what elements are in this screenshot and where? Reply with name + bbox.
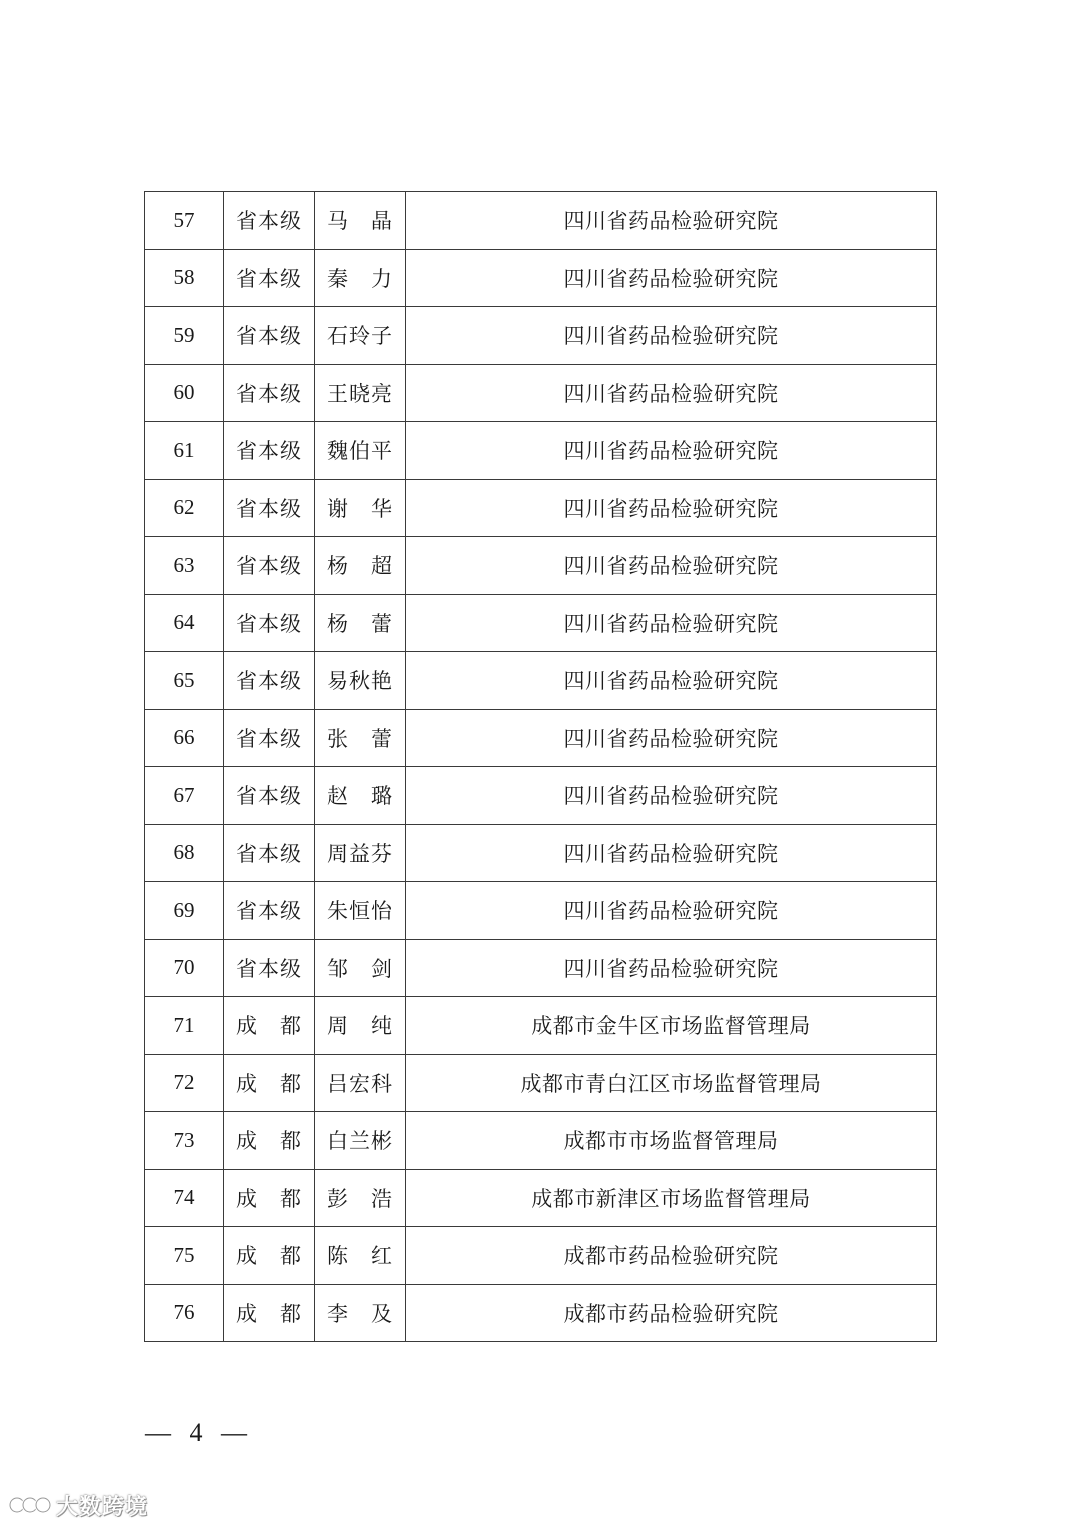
region-cell: 成 都: [224, 1169, 315, 1227]
region-cell: 成 都: [224, 1112, 315, 1170]
row-number-cell: 64: [145, 594, 224, 652]
table-row: [145, 824, 937, 882]
name-cell: 杨 超: [315, 537, 406, 595]
unit-cell: 四川省药品检验研究院: [406, 939, 937, 997]
region-cell: 成 都: [224, 1284, 315, 1342]
unit-cell: 四川省药品检验研究院: [406, 479, 937, 537]
name-cell: 易秋艳: [315, 652, 406, 710]
row-number-cell: 57: [145, 192, 224, 250]
name-cell: 张 蕾: [315, 709, 406, 767]
row-number-cell: 68: [145, 824, 224, 882]
name-cell: 吕宏科: [315, 1054, 406, 1112]
unit-cell: 四川省药品检验研究院: [406, 767, 937, 825]
name-cell: 周益芬: [315, 824, 406, 882]
name-cell: 李 及: [315, 1284, 406, 1342]
row-number-cell: 66: [145, 709, 224, 767]
table-row: [145, 882, 937, 940]
name-cell: 赵 璐: [315, 767, 406, 825]
page-number: — 4 —: [145, 1418, 253, 1447]
region-cell: 省本级: [224, 307, 315, 365]
table-row: [145, 709, 937, 767]
unit-cell: 四川省药品检验研究院: [406, 594, 937, 652]
region-cell: 省本级: [224, 939, 315, 997]
row-number-cell: 60: [145, 364, 224, 422]
name-cell: 魏伯平: [315, 422, 406, 480]
name-cell: 周 纯: [315, 997, 406, 1055]
unit-cell: 四川省药品检验研究院: [406, 249, 937, 307]
row-number-cell: 62: [145, 479, 224, 537]
roster-table-body: [145, 192, 937, 1342]
table-row: [145, 307, 937, 365]
row-number-cell: 72: [145, 1054, 224, 1112]
region-cell: 省本级: [224, 767, 315, 825]
row-number-cell: 69: [145, 882, 224, 940]
region-cell: 省本级: [224, 479, 315, 537]
unit-cell: 四川省药品检验研究院: [406, 652, 937, 710]
unit-cell: 四川省药品检验研究院: [406, 824, 937, 882]
unit-cell: 成都市药品检验研究院: [406, 1227, 937, 1285]
row-number-cell: 76: [145, 1284, 224, 1342]
unit-cell: 四川省药品检验研究院: [406, 192, 937, 250]
name-cell: 王晓亮: [315, 364, 406, 422]
table-row: [145, 1227, 937, 1285]
unit-cell: 成都市金牛区市场监督管理局: [406, 997, 937, 1055]
region-cell: 省本级: [224, 882, 315, 940]
unit-cell: 四川省药品检验研究院: [406, 709, 937, 767]
unit-cell: 四川省药品检验研究院: [406, 537, 937, 595]
row-number-cell: 58: [145, 249, 224, 307]
table-row: [145, 1169, 937, 1227]
name-cell: 杨 蕾: [315, 594, 406, 652]
row-number-cell: 65: [145, 652, 224, 710]
name-cell: 白兰彬: [315, 1112, 406, 1170]
row-number-cell: 70: [145, 939, 224, 997]
row-number-cell: 71: [145, 997, 224, 1055]
watermark-logo-icon: [8, 1492, 52, 1518]
table-row: [145, 479, 937, 537]
name-cell: 石玲子: [315, 307, 406, 365]
unit-cell: 成都市新津区市场监督管理局: [406, 1169, 937, 1227]
table-row: [145, 1284, 937, 1342]
region-cell: 省本级: [224, 652, 315, 710]
row-number-cell: 63: [145, 537, 224, 595]
region-cell: 省本级: [224, 422, 315, 480]
table-row: [145, 537, 937, 595]
row-number-cell: 67: [145, 767, 224, 825]
table-row: [145, 594, 937, 652]
table-row: [145, 939, 937, 997]
table-row: [145, 997, 937, 1055]
unit-cell: 四川省药品检验研究院: [406, 307, 937, 365]
region-cell: 省本级: [224, 594, 315, 652]
region-cell: 省本级: [224, 709, 315, 767]
region-cell: 省本级: [224, 824, 315, 882]
watermark: [8, 1490, 148, 1520]
region-cell: 成 都: [224, 997, 315, 1055]
unit-cell: 四川省药品检验研究院: [406, 364, 937, 422]
roster-table: [144, 191, 937, 1342]
name-cell: 朱恒怡: [315, 882, 406, 940]
table-row: [145, 1112, 937, 1170]
unit-cell: 成都市市场监督管理局: [406, 1112, 937, 1170]
row-number-cell: 75: [145, 1227, 224, 1285]
region-cell: 成 都: [224, 1054, 315, 1112]
row-number-cell: 61: [145, 422, 224, 480]
unit-cell: 成都市青白江区市场监督管理局: [406, 1054, 937, 1112]
table-row: [145, 364, 937, 422]
name-cell: 彭 浩: [315, 1169, 406, 1227]
name-cell: 秦 力: [315, 249, 406, 307]
table-row: [145, 1054, 937, 1112]
region-cell: 省本级: [224, 364, 315, 422]
region-cell: 省本级: [224, 249, 315, 307]
unit-cell: 四川省药品检验研究院: [406, 882, 937, 940]
table-row: [145, 192, 937, 250]
name-cell: 陈 红: [315, 1227, 406, 1285]
row-number-cell: 73: [145, 1112, 224, 1170]
unit-cell: 四川省药品检验研究院: [406, 422, 937, 480]
table-row: [145, 767, 937, 825]
region-cell: 成 都: [224, 1227, 315, 1285]
name-cell: 马 晶: [315, 192, 406, 250]
name-cell: 谢 华: [315, 479, 406, 537]
table-row: [145, 652, 937, 710]
row-number-cell: 74: [145, 1169, 224, 1227]
row-number-cell: 59: [145, 307, 224, 365]
table-row: [145, 249, 937, 307]
region-cell: 省本级: [224, 192, 315, 250]
name-cell: 邹 剑: [315, 939, 406, 997]
region-cell: 省本级: [224, 537, 315, 595]
watermark-text: 大数跨境: [56, 1494, 149, 1520]
table-row: [145, 422, 937, 480]
unit-cell: 成都市药品检验研究院: [406, 1284, 937, 1342]
